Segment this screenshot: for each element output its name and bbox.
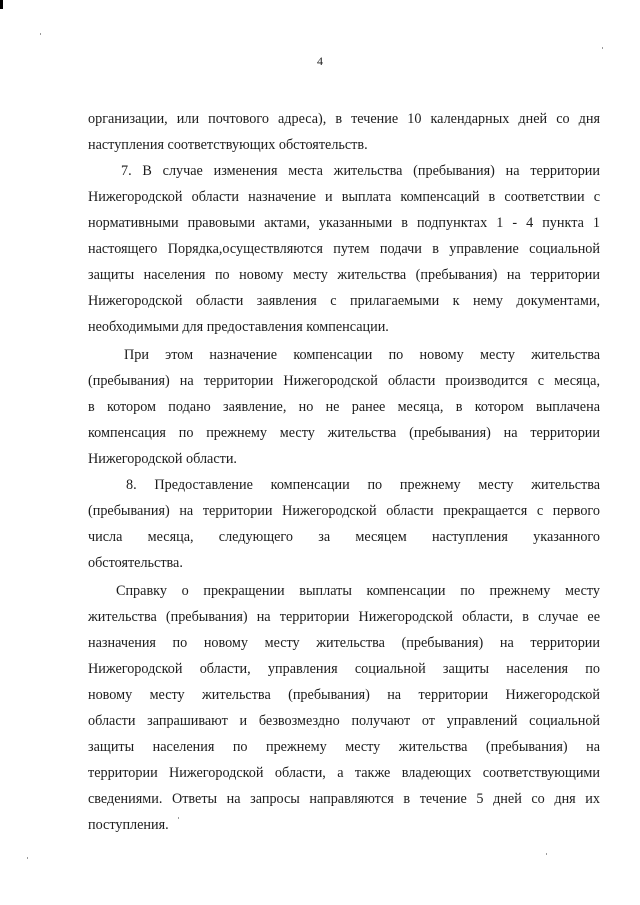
scan-speck [546, 853, 547, 855]
body-line: (пребывания) на территории Нижегородской области прекращается с первого [88, 503, 600, 519]
body-line: сведениями. Ответы на запросы направляются в течение 5 дней со дня их [88, 791, 600, 807]
body-line: жительства (пребывания) на территории Нижегородской области, в случае ее [88, 609, 600, 625]
body-line: необходимыми для предоставления компенсации. [88, 319, 389, 335]
body-line: области запрашивают и безвозмездно получают от управлений социальной [88, 713, 600, 729]
body-line: Нижегородской области заявления с прилагаемыми к нему документами, [88, 293, 600, 309]
body-line: защиты населения по новому месту жительства (пребывания) на территории [88, 267, 600, 283]
body-line: новому месту жительства (пребывания) на территории Нижегородской [88, 687, 600, 703]
body-line: Нижегородской области, управления социальной защиты населения по [88, 661, 600, 677]
scan-speck [178, 817, 179, 819]
scan-speck [40, 33, 41, 35]
body-line: организации, или почтового адреса), в течение 10 календарных дней со дня [88, 111, 600, 127]
body-line: Справку о прекращении выплаты компенсации по прежнему месту [116, 583, 600, 599]
body-line: Нижегородской области. [88, 451, 237, 467]
scan-speck [602, 47, 603, 49]
body-line: обстоятельства. [88, 555, 183, 571]
page-number: 4 [317, 54, 323, 68]
body-line: поступления. [88, 817, 169, 833]
scan-corner-mark [0, 0, 3, 9]
body-line: территории Нижегородской области, а также владеющих соответствующими [88, 765, 600, 781]
body-line: числа месяца, следующего за месяцем наступления указанного [88, 529, 600, 545]
body-line: наступления соответствующих обстоятельств. [88, 137, 368, 153]
body-line: нормативными правовыми актами, указанными в подпунктах 1 - 4 пункта 1 [88, 215, 600, 231]
body-line: назначения по новому месту жительства (пребывания) на территории [88, 635, 600, 651]
body-line: в котором подано заявление, но не ранее месяца, в котором выплачена [88, 399, 600, 415]
body-line: Нижегородской области назначение и выплата компенсаций в соответствии с [88, 189, 600, 205]
body-line: компенсация по прежнему месту жительства (пребывания) на территории [88, 425, 600, 441]
body-line: 8. Предоставление компенсации по прежнему месту жительства [126, 477, 600, 493]
body-line: настоящего Порядка,осуществляются путем подачи в управление социальной [88, 241, 600, 257]
scan-speck [27, 857, 28, 859]
body-line: 7. В случае изменения места жительства (пребывания) на территории [121, 163, 600, 179]
body-line: защиты населения по прежнему месту жительства (пребывания) на [88, 739, 600, 755]
body-line: При этом назначение компенсации по новому месту жительства [124, 347, 600, 363]
body-line: (пребывания) на территории Нижегородской области производится с месяца, [88, 373, 600, 389]
